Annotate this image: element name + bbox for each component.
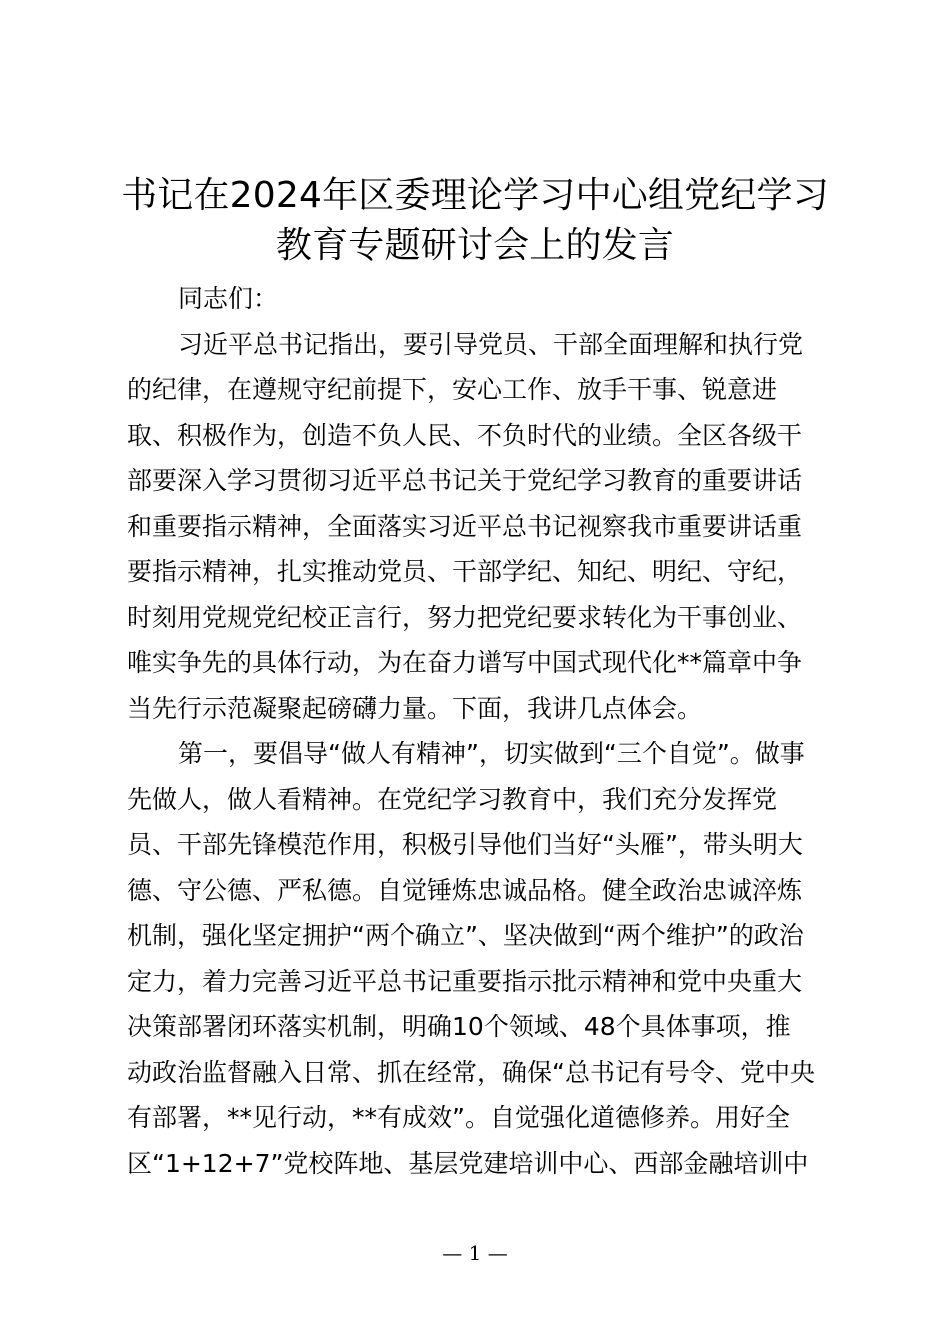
body-text-line: 唯实争先的具体行动，为在奋力谱写中国式现代化**篇章中争	[127, 648, 803, 677]
document-title-line-2: 教育专题研讨会上的发言	[275, 225, 675, 266]
body-text-line: 同志们：	[178, 284, 279, 313]
body-text-line: 区“1+12+7”党校阵地、基层党建培训中心、西部金融培训中	[127, 1148, 809, 1178]
body-text-line: 第一，要倡导“做人有精神”，切实做到“三个自觉”。做事	[178, 739, 805, 768]
body-text-line: 时刻用党规党纪校正言行，努力把党纪要求转化为干事创业、	[127, 602, 803, 632]
document-body	[127, 276, 831, 1186]
body-text-line: 和重要指示精神，全面落实习近平总书记视察我市重要讲话重	[127, 511, 803, 541]
body-text-line: 动政治监督融入日常、抓在经常，确保“总书记有号令、党中央	[127, 1057, 815, 1087]
body-text-line: 决策部署闭环落实机制，明确10个领域、48个具体事项，推	[127, 1012, 791, 1041]
page-number: — 1 —	[442, 1241, 508, 1265]
body-text-line: 要指示精神，扎实推动党员、干部学纪、知纪、明纪、守纪，	[127, 557, 803, 586]
body-text-line: 先做人，做人看精神。在党纪学习教育中，我们充分发挥党	[127, 784, 778, 814]
document-title-line-1: 书记在2024年区委理论学习中心组党纪学习	[121, 175, 829, 216]
body-text-line: 员、干部先锋模范作用，积极引导他们当好“头雁”，带头明大	[127, 830, 803, 859]
body-text-line: 有部署，**见行动，**有成效”。自觉强化道德修养。用好全	[127, 1103, 790, 1132]
body-text-line: 部要深入学习贯彻习近平总书记关于党纪学习教育的重要讲话	[127, 466, 803, 495]
body-text-line: 的纪律，在遵规守纪前提下，安心工作、放手干事、锐意进	[127, 375, 778, 404]
body-text-line: 习近平总书记指出，要引导党员、干部全面理解和执行党	[178, 329, 804, 359]
body-text-line: 德、守公德、严私德。自觉锤炼忠诚品格。健全政治忠诚淬炼	[127, 875, 803, 905]
body-text-line: 取、积极作为，创造不负人民、不负时代的业绩。全区各级干	[127, 420, 803, 450]
body-text-line: 当先行示范凝聚起磅礴力量。下面，我讲几点体会。	[127, 693, 703, 723]
body-text-line: 机制，强化坚定拥护“两个确立”、坚决做到“两个维护”的政治	[127, 921, 804, 950]
body-text-line: 定力，着力完善习近平总书记重要指示批示精神和党中央重大	[127, 966, 803, 996]
